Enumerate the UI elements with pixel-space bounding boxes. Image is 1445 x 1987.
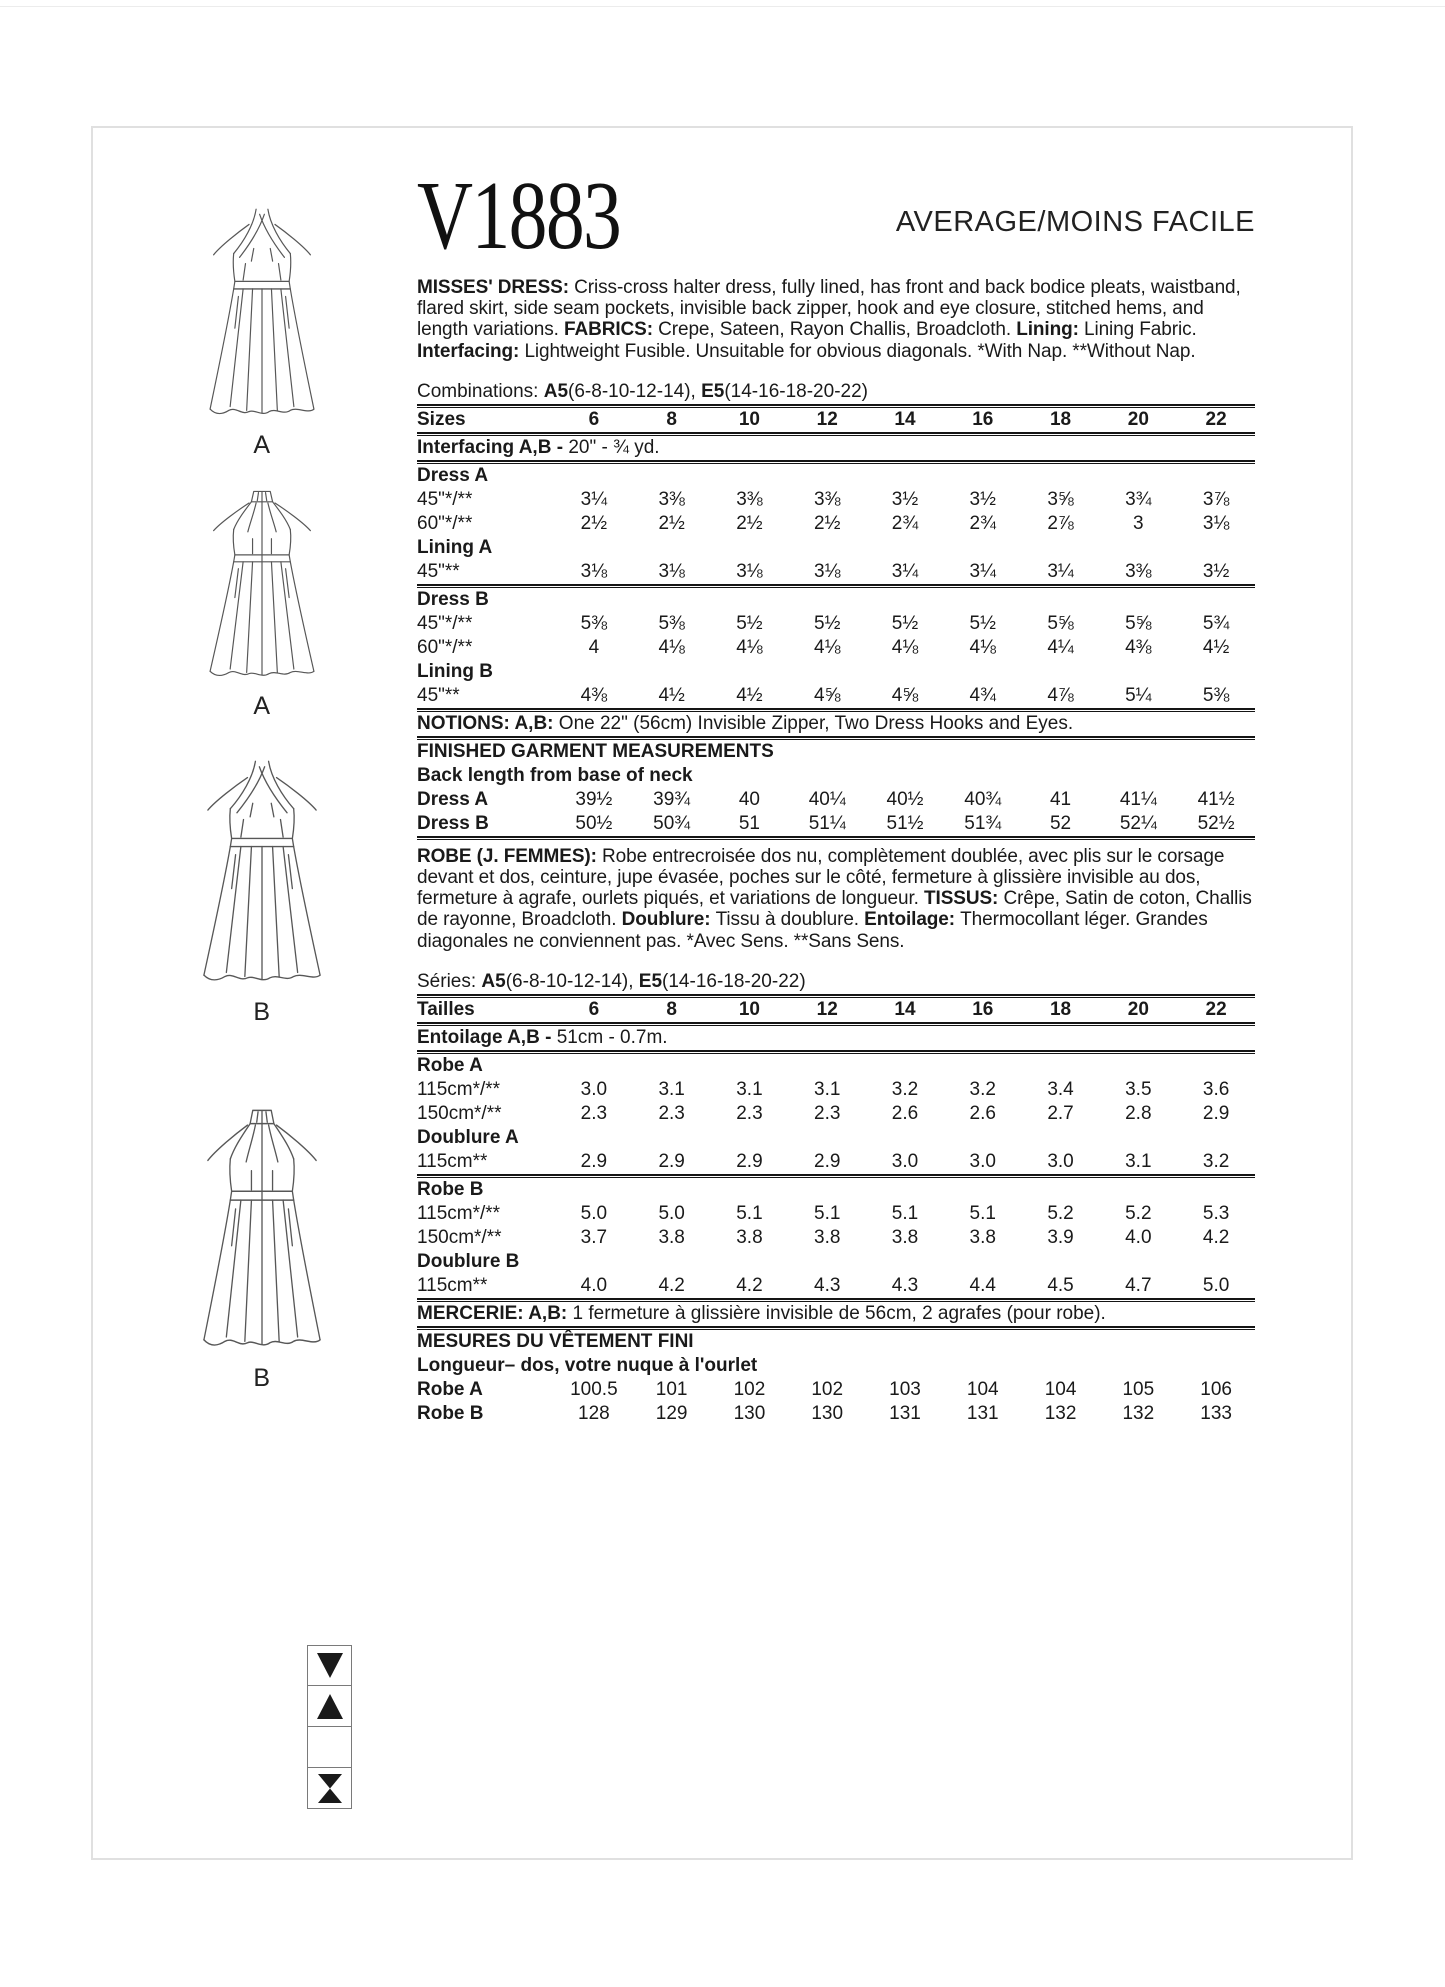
row-label: 150cm*/** bbox=[417, 1226, 502, 1248]
dress-a-back-illustration bbox=[203, 488, 321, 721]
table-cell: 2½ bbox=[736, 512, 763, 534]
table-cell: 102 bbox=[811, 1378, 844, 1400]
table-cell: 3⅜ bbox=[1125, 560, 1152, 582]
dress-b-60-row bbox=[417, 636, 1255, 660]
table-cell: 103 bbox=[889, 1378, 921, 1400]
back-length-heading bbox=[417, 764, 1255, 788]
table-cell: 3¼ bbox=[891, 560, 919, 582]
table-cell: 2.9 bbox=[736, 1150, 763, 1172]
table-cell: 4⅛ bbox=[814, 636, 841, 658]
text-segment: FINISHED GARMENT MEASUREMENTS bbox=[417, 740, 774, 762]
combinations-line bbox=[417, 380, 1255, 404]
table-cell: 4⅛ bbox=[969, 636, 996, 658]
table-cell: 10 bbox=[738, 408, 760, 430]
table-cell: 14 bbox=[894, 998, 916, 1020]
row-label: 45"** bbox=[417, 684, 460, 706]
interfacing-yardage-note bbox=[417, 436, 1255, 460]
table-cell: 5.0 bbox=[1202, 1274, 1230, 1296]
view-label-b-back: B bbox=[253, 1364, 271, 1392]
entoilage-note bbox=[417, 1026, 1255, 1050]
table-cell: 104 bbox=[1044, 1378, 1077, 1400]
lining-b-45-row bbox=[417, 684, 1255, 708]
table-cell: 41½ bbox=[1197, 788, 1235, 810]
text-segment: A5 bbox=[481, 970, 506, 992]
text-segment: Longueur– dos, votre nuque à l'ourlet bbox=[417, 1354, 758, 1376]
table-cell: 5.2 bbox=[1125, 1202, 1152, 1224]
table-cell: 4.4 bbox=[969, 1274, 996, 1296]
difficulty-rating: AVERAGE/MOINS FACILE bbox=[895, 206, 1255, 238]
dress-back-sketch bbox=[203, 488, 321, 684]
table-cell: 4⅛ bbox=[658, 636, 685, 658]
text-segment: Crepe, Sateen, Rayon Challis, Broadcloth. bbox=[658, 319, 1017, 341]
table-cell: 4⅛ bbox=[736, 636, 763, 658]
table-cell: 2.3 bbox=[658, 1102, 685, 1124]
table-cell: 3⅛ bbox=[1202, 512, 1230, 534]
table-cell: 2.9 bbox=[814, 1150, 841, 1172]
dress-a-finished-row bbox=[417, 788, 1255, 812]
table-cell: 5.1 bbox=[736, 1202, 763, 1224]
text-segment: Entoilage A,B - bbox=[417, 1026, 557, 1048]
table-cell: 132 bbox=[1122, 1402, 1155, 1424]
row-label: Robe A bbox=[417, 1378, 483, 1400]
text-segment: (6-8-10-12-14), bbox=[505, 970, 639, 992]
dress-a-section bbox=[417, 464, 1255, 488]
text-segment: Interfacing: bbox=[417, 340, 525, 362]
table-cell: 5.1 bbox=[891, 1202, 919, 1224]
table-cell: 20 bbox=[1127, 408, 1149, 430]
table-cell: 3.9 bbox=[1047, 1226, 1074, 1248]
view-label-a-front: A bbox=[253, 431, 271, 459]
text-segment: Back length from base of neck bbox=[417, 764, 693, 786]
table-cell: 3.2 bbox=[891, 1078, 919, 1100]
text-segment: Criss-cross halter dress, fully lined, has front and back bodice pleats, waistband, flared skirt, side seam pockets, invisible back zipper, hook and eye closure, stitched hems, and length variations. bbox=[417, 277, 1241, 341]
pattern-number-title: V1883 bbox=[417, 162, 621, 269]
table-cell: 40¾ bbox=[964, 788, 1002, 810]
table-cell: 6 bbox=[588, 408, 600, 430]
text-segment: 51cm - 0.7m. bbox=[556, 1026, 668, 1048]
text-segment: Interfacing A,B - bbox=[417, 436, 569, 458]
table-cell: 3.8 bbox=[891, 1226, 919, 1248]
series-line bbox=[417, 970, 1255, 994]
table-cell: 3.0 bbox=[891, 1150, 919, 1172]
robe-b-115-row bbox=[417, 1202, 1255, 1226]
table-cell: 2¾ bbox=[891, 512, 919, 534]
dress-a-front-illustration bbox=[203, 208, 321, 460]
table-cell: 3 bbox=[1133, 512, 1144, 534]
table-cell: 3.8 bbox=[814, 1226, 841, 1248]
table-cell: 4⅞ bbox=[1047, 684, 1074, 706]
table-cell: 104 bbox=[966, 1378, 999, 1400]
robe-a-150-row bbox=[417, 1102, 1255, 1126]
table-cell: 4.3 bbox=[814, 1274, 841, 1296]
table-cell: 2.9 bbox=[658, 1150, 685, 1172]
row-label: Robe B bbox=[417, 1178, 484, 1200]
table-cell: 40 bbox=[738, 788, 760, 810]
table-cell: 2.6 bbox=[969, 1102, 996, 1124]
robe-a-section bbox=[417, 1054, 1255, 1078]
table-cell: 3¾ bbox=[1125, 488, 1152, 510]
table-cell: 39½ bbox=[575, 788, 613, 810]
table-cell: 4⅛ bbox=[891, 636, 919, 658]
table-cell: 5.0 bbox=[658, 1202, 685, 1224]
table-cell: 2.9 bbox=[1202, 1102, 1230, 1124]
table-cell: 51¾ bbox=[964, 812, 1002, 834]
table-cell: 4.2 bbox=[736, 1274, 763, 1296]
text-segment: (14-16-18-20-22) bbox=[662, 970, 806, 992]
doublure-a-section bbox=[417, 1126, 1255, 1150]
table-cell: 3.1 bbox=[1125, 1150, 1152, 1172]
text-segment: MESURES DU VÊTEMENT FINI bbox=[417, 1330, 694, 1352]
row-label: Lining B bbox=[417, 660, 493, 682]
longueur-heading bbox=[417, 1354, 1255, 1378]
text-segment: MERCERIE: A,B: bbox=[417, 1302, 573, 1324]
table-cell: 5½ bbox=[736, 612, 763, 634]
text-segment: Entoilage: bbox=[864, 909, 961, 931]
nap-symbol-empty bbox=[307, 1727, 352, 1768]
table-cell: 5.1 bbox=[814, 1202, 841, 1224]
table-cell: 50½ bbox=[575, 812, 613, 834]
robe-a-finished-row bbox=[417, 1378, 1255, 1402]
doublure-a-115-row bbox=[417, 1150, 1255, 1174]
dress-b-45-row bbox=[417, 612, 1255, 636]
table-cell: 16 bbox=[972, 998, 994, 1020]
text-segment: 1 fermeture à glissière invisible de 56cm, 2 agrafes (pour robe). bbox=[572, 1302, 1106, 1324]
table-cell: 2.9 bbox=[580, 1150, 608, 1172]
text-segment: Thermocollant léger. Grandes diagonales ne conviennent pas. *Avec Sens. **Sans Sens. bbox=[417, 909, 1208, 952]
table-cell: 22 bbox=[1205, 408, 1227, 430]
french-description bbox=[417, 846, 1255, 952]
nap-symbol-triangle-down bbox=[307, 1645, 352, 1686]
table-cell: 4.5 bbox=[1047, 1274, 1074, 1296]
table-cell: 4⅝ bbox=[814, 684, 841, 706]
table-cell: 51½ bbox=[886, 812, 924, 834]
nap-symbol-triangle-up bbox=[307, 1686, 352, 1727]
table-cell: 3.2 bbox=[969, 1078, 996, 1100]
table-cell: 101 bbox=[655, 1378, 688, 1400]
row-label: 45"** bbox=[417, 560, 460, 582]
table-cell: 5.1 bbox=[969, 1202, 996, 1224]
table-cell: 41¼ bbox=[1119, 788, 1157, 810]
row-label: Dress B bbox=[417, 812, 489, 834]
table-cell: 5⅝ bbox=[1125, 612, 1152, 634]
lining-b-section bbox=[417, 660, 1255, 684]
dress-b-front-illustration bbox=[196, 760, 328, 1027]
table-cell: 130 bbox=[733, 1402, 766, 1424]
nap-symbol-column bbox=[307, 1645, 352, 1809]
table-cell: 3.5 bbox=[1125, 1078, 1152, 1100]
table-cell: 133 bbox=[1200, 1402, 1232, 1424]
view-label-b-front: B bbox=[253, 998, 271, 1026]
table-cell: 131 bbox=[889, 1402, 921, 1424]
table-cell: 4.7 bbox=[1125, 1274, 1152, 1296]
tailles-header-row bbox=[417, 998, 1255, 1022]
table-cell: 10 bbox=[738, 998, 760, 1020]
table-cell: 12 bbox=[816, 408, 838, 430]
robe-b-150-row bbox=[417, 1226, 1255, 1250]
table-cell: 4 bbox=[588, 636, 600, 658]
table-cell: 131 bbox=[966, 1402, 999, 1424]
sizes-header-row bbox=[417, 408, 1255, 432]
table-cell: 5⅜ bbox=[658, 612, 685, 634]
table-cell: 3⅛ bbox=[814, 560, 841, 582]
robe-b-section bbox=[417, 1178, 1255, 1202]
table-cell: 2½ bbox=[580, 512, 608, 534]
doublure-b-115-row bbox=[417, 1274, 1255, 1298]
row-label: 150cm*/** bbox=[417, 1102, 502, 1124]
table-cell: 3½ bbox=[891, 488, 919, 510]
top-hairline bbox=[0, 6, 1445, 7]
row-label: 60"*/** bbox=[417, 636, 473, 658]
table-cell: 129 bbox=[655, 1402, 688, 1424]
row-label: Dress A bbox=[417, 788, 489, 810]
table-cell: 3.0 bbox=[580, 1078, 608, 1100]
table-cell: 3⅜ bbox=[658, 488, 685, 510]
table-cell: 8 bbox=[666, 998, 677, 1020]
table-cell: 41 bbox=[1049, 788, 1072, 810]
dress-b-section bbox=[417, 588, 1255, 612]
dress-b-back-illustration bbox=[196, 1106, 328, 1393]
table-cell: 39¾ bbox=[653, 788, 691, 810]
table-cell: 22 bbox=[1205, 998, 1227, 1020]
lining-a-45-row bbox=[417, 560, 1255, 584]
row-label: Doublure B bbox=[417, 1250, 520, 1272]
table-cell: 50¾ bbox=[653, 812, 691, 834]
table-cell: 100.5 bbox=[570, 1378, 618, 1400]
table-cell: 3¼ bbox=[1047, 560, 1074, 582]
row-label: Dress B bbox=[417, 588, 489, 610]
table-cell: 2.3 bbox=[736, 1102, 763, 1124]
table-cell: 2.3 bbox=[580, 1102, 608, 1124]
row-label: 115cm** bbox=[417, 1274, 488, 1296]
text-segment: Lining Fabric. bbox=[1084, 319, 1197, 341]
table-cell: 130 bbox=[811, 1402, 844, 1424]
table-cell: 3⅛ bbox=[658, 560, 685, 582]
text-segment: (6-8-10-12-14), bbox=[568, 380, 702, 402]
text-segment: Tissu à doublure. bbox=[715, 909, 865, 931]
table-cell: 5.2 bbox=[1047, 1202, 1074, 1224]
table-cell: 3¼ bbox=[580, 488, 608, 510]
table-cell: 16 bbox=[972, 408, 994, 430]
table-cell: 20 bbox=[1127, 998, 1149, 1020]
table-cell: 52½ bbox=[1197, 812, 1235, 834]
table-cell: 2½ bbox=[658, 512, 685, 534]
table-cell: 3⅜ bbox=[814, 488, 841, 510]
notions-note bbox=[417, 712, 1255, 736]
text-segment: FABRICS: bbox=[564, 319, 659, 341]
text-segment: E5 bbox=[701, 380, 725, 402]
table-cell: 3½ bbox=[1202, 560, 1230, 582]
text-segment: Séries: bbox=[417, 970, 482, 992]
table-cell: 128 bbox=[578, 1402, 610, 1424]
table-cell: 4½ bbox=[736, 684, 763, 706]
table-cell: 3.4 bbox=[1047, 1078, 1074, 1100]
table-cell: 2.7 bbox=[1047, 1102, 1074, 1124]
text-segment: Robe entrecroisée dos nu, complètement doublée, avec plis sur le corsage devant et dos, ceinture, jupe évasée, poches sur le côté, fermeture à glissière invisible au dos, fermeture à agrafe, ourlets piqués, et variations de longueur. bbox=[417, 845, 1225, 910]
table-cell: 3.0 bbox=[969, 1150, 996, 1172]
table-cell: 12 bbox=[816, 998, 838, 1020]
finished-measurements-heading bbox=[417, 740, 1255, 764]
table-cell: 5½ bbox=[814, 612, 841, 634]
table-cell: 5½ bbox=[891, 612, 919, 634]
table-cell: 4⅝ bbox=[891, 684, 919, 706]
text-segment: A5 bbox=[543, 380, 569, 402]
table-cell: 5.3 bbox=[1202, 1202, 1230, 1224]
row-label: Lining A bbox=[417, 536, 493, 558]
table-cell: 3.6 bbox=[1202, 1078, 1230, 1100]
table-cell: 5⅜ bbox=[580, 612, 608, 634]
table-cell: 40½ bbox=[886, 788, 924, 810]
text-segment: One 22" (56cm) Invisible Zipper, Two Dress Hooks and Eyes. bbox=[558, 712, 1074, 734]
table-cell: 3.2 bbox=[1202, 1150, 1230, 1172]
table-cell: 4⅜ bbox=[1125, 636, 1152, 658]
table-cell: 2.6 bbox=[891, 1102, 919, 1124]
table-cell: 8 bbox=[666, 408, 677, 430]
text-segment: Combinations: bbox=[417, 380, 544, 402]
table-cell: 5⅜ bbox=[1202, 684, 1230, 706]
doublure-b-section bbox=[417, 1250, 1255, 1274]
text-segment: MISSES' DRESS: bbox=[417, 277, 575, 298]
row-label: 115cm** bbox=[417, 1150, 488, 1172]
table-cell: 4.2 bbox=[1202, 1226, 1230, 1248]
row-label: Robe B bbox=[417, 1402, 484, 1424]
table-cell: 3.8 bbox=[969, 1226, 996, 1248]
table-cell: 52¼ bbox=[1119, 812, 1157, 834]
table-cell: 132 bbox=[1044, 1402, 1077, 1424]
table-cell: 5.0 bbox=[580, 1202, 608, 1224]
mercerie-note bbox=[417, 1302, 1255, 1326]
table-cell: 2¾ bbox=[969, 512, 996, 534]
table-cell: 4⅜ bbox=[580, 684, 608, 706]
table-cell: 3.8 bbox=[736, 1226, 763, 1248]
table-cell: 5¼ bbox=[1125, 684, 1152, 706]
table-cell: 51¼ bbox=[808, 812, 846, 834]
table-cell: 2⅞ bbox=[1047, 512, 1074, 534]
table-cell: 4.0 bbox=[1125, 1226, 1152, 1248]
table-cell: 3⅞ bbox=[1202, 488, 1230, 510]
yardage-content-column bbox=[417, 277, 1255, 1426]
row-label: 45"*/** bbox=[417, 488, 473, 510]
dress-a-60-row bbox=[417, 512, 1255, 536]
row-label: Dress A bbox=[417, 464, 489, 486]
table-cell: 2.3 bbox=[814, 1102, 841, 1124]
table-cell: 3½ bbox=[969, 488, 996, 510]
table-cell: 5⅝ bbox=[1047, 612, 1074, 634]
table-cell: 3⅛ bbox=[580, 560, 608, 582]
mesures-heading bbox=[417, 1330, 1255, 1354]
text-segment: Crêpe, Satin de coton, Challis de rayonne, Broadcloth. bbox=[417, 888, 1252, 931]
nap-symbol-hourglass bbox=[307, 1768, 352, 1809]
text-segment: (14-16-18-20-22) bbox=[724, 380, 868, 402]
english-description bbox=[417, 277, 1255, 362]
table-cell: 3.1 bbox=[736, 1078, 763, 1100]
table-cell: 3⅜ bbox=[736, 488, 763, 510]
table-cell: 4¼ bbox=[1047, 636, 1074, 658]
text-segment: Lining: bbox=[1016, 319, 1084, 341]
table-cell: 14 bbox=[894, 408, 916, 430]
table-cell: 52 bbox=[1049, 812, 1072, 834]
lining-a-section bbox=[417, 536, 1255, 560]
table-cell: 4.3 bbox=[891, 1274, 919, 1296]
table-cell: 102 bbox=[733, 1378, 766, 1400]
text-segment: TISSUS: bbox=[924, 888, 1004, 910]
table-cell: 3¼ bbox=[969, 560, 996, 582]
table-cell: 4½ bbox=[1202, 636, 1230, 658]
text-segment: Lightweight Fusible. Unsuitable for obvious diagonals. *With Nap. **Without Nap. bbox=[524, 340, 1196, 362]
text-segment: ROBE (J. FEMMES): bbox=[417, 845, 603, 867]
table-cell: 2.8 bbox=[1125, 1102, 1152, 1124]
row-label: Doublure A bbox=[417, 1126, 519, 1148]
row-label: Sizes bbox=[417, 408, 466, 430]
text-segment: NOTIONS: A,B: bbox=[417, 712, 559, 734]
row-label: 115cm*/** bbox=[417, 1202, 501, 1224]
table-cell: 4.2 bbox=[658, 1274, 685, 1296]
table-cell: 4¾ bbox=[969, 684, 996, 706]
table-cell: 51 bbox=[738, 812, 760, 834]
text-segment: Doublure: bbox=[621, 909, 716, 931]
view-label-a-back: A bbox=[253, 692, 271, 720]
table-cell: 105 bbox=[1122, 1378, 1155, 1400]
table-cell: 18 bbox=[1049, 408, 1072, 430]
table-cell: 6 bbox=[588, 998, 600, 1020]
row-label: 60"*/** bbox=[417, 512, 473, 534]
robe-b-finished-row bbox=[417, 1402, 1255, 1426]
row-label: Tailles bbox=[417, 998, 475, 1020]
table-cell: 40¼ bbox=[808, 788, 846, 810]
table-cell: 3⅝ bbox=[1047, 488, 1074, 510]
rule bbox=[417, 836, 1255, 840]
table-cell: 4½ bbox=[658, 684, 685, 706]
text-segment: E5 bbox=[638, 970, 663, 992]
table-cell: 3.1 bbox=[814, 1078, 841, 1100]
dress-b-finished-row bbox=[417, 812, 1255, 836]
row-label: Robe A bbox=[417, 1054, 483, 1076]
table-cell: 5½ bbox=[969, 612, 996, 634]
row-label: 45"*/** bbox=[417, 612, 473, 634]
robe-a-115-row bbox=[417, 1078, 1255, 1102]
table-cell: 4.0 bbox=[580, 1274, 608, 1296]
table-cell: 3.1 bbox=[658, 1078, 685, 1100]
table-cell: 2½ bbox=[814, 512, 841, 534]
dress-back-sketch bbox=[196, 1106, 328, 1356]
table-cell: 3⅛ bbox=[736, 560, 763, 582]
table-cell: 5¾ bbox=[1202, 612, 1230, 634]
table-cell: 106 bbox=[1200, 1378, 1232, 1400]
text-segment: 20" - ¾ yd. bbox=[568, 436, 660, 458]
table-cell: 3.8 bbox=[658, 1226, 685, 1248]
dress-a-45-row bbox=[417, 488, 1255, 512]
table-cell: 18 bbox=[1049, 998, 1072, 1020]
table-cell: 3.7 bbox=[580, 1226, 608, 1248]
dress-front-sketch bbox=[203, 208, 321, 423]
dress-front-sketch bbox=[196, 760, 328, 990]
row-label: 115cm*/** bbox=[417, 1078, 501, 1100]
table-cell: 3.0 bbox=[1047, 1150, 1074, 1172]
